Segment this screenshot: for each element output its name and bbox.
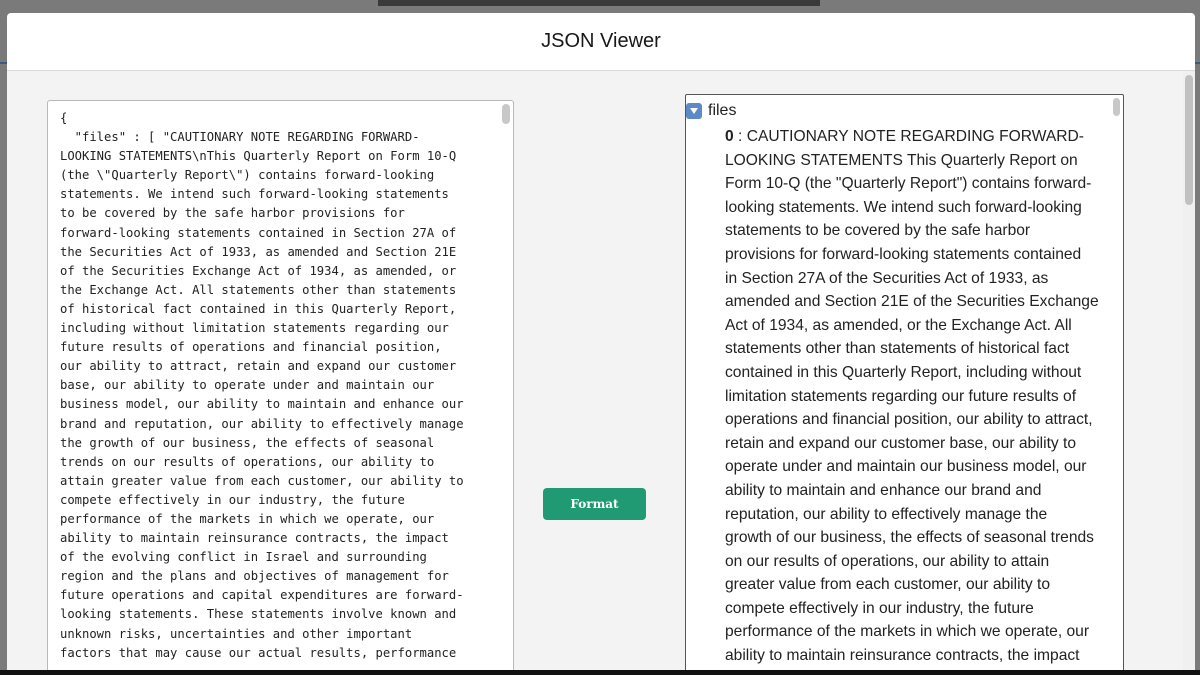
json-input-textarea[interactable] xyxy=(47,100,514,675)
tree-entry-value xyxy=(725,125,1113,668)
json-input-content[interactable] xyxy=(60,109,490,663)
tree-entry-text: CAUTIONARY NOTE REGARDING FORWARD- xyxy=(746,128,1085,145)
json-tree-viewer xyxy=(685,94,1124,675)
tree-key-label: files xyxy=(708,102,737,119)
tree-entry-line: Form 10-Q (the "Quarterly Report") contains forward- xyxy=(725,175,1092,193)
tree-entry-line: LOOKING STATEMENTS This Quarterly Report on xyxy=(725,151,1078,169)
modal-header xyxy=(7,13,1195,71)
background-topbar xyxy=(378,0,820,6)
json-input-line: (the \"Quarterly Report\") contains forward-looking xyxy=(60,168,435,183)
json-input-line: attain greater value from each customer, our ability to xyxy=(60,473,464,488)
json-input-line: compete effectively in our industry, the future xyxy=(60,492,405,507)
json-input-line: statements. We intend such forward-looking statements xyxy=(60,187,449,202)
json-input-line: brand and reputation, our ability to effectively manage xyxy=(60,416,464,431)
tree-entry-line: statements other than statements of historical fact xyxy=(725,340,1070,358)
json-input-line: base, our ability to operate under and maintain our xyxy=(60,378,435,393)
modal-body xyxy=(7,71,1195,675)
tree-entry-line: ability to maintain reinsurance contracts, the impact xyxy=(725,647,1080,665)
json-input-line: factors that may cause our actual results, performance xyxy=(60,645,457,660)
tree-entry-line: operate under and maintain our business model, our xyxy=(725,458,1087,476)
tree-entry-line: ability to maintain and enhance our brand and xyxy=(725,481,1042,499)
tree-entry-line: operations and financial position, our ability to attract, xyxy=(725,411,1093,429)
json-input-line: the Exchange Act. All statements other than statements xyxy=(60,282,457,297)
modal-title: JSON Viewer xyxy=(541,30,661,52)
json-input-line: region and the plans and objectives of management for xyxy=(60,569,449,584)
json-input-line: including without limitation statements regarding our xyxy=(60,321,449,336)
triangle-down-icon[interactable] xyxy=(686,103,702,119)
json-viewer-modal xyxy=(7,13,1195,675)
json-input-line: business model, our ability to maintain and enhance our xyxy=(60,397,464,412)
tree-entry-line: limitation statements regarding our future results of xyxy=(725,387,1077,405)
json-input-line: to be covered by the safe harbor provisions for xyxy=(60,206,405,221)
json-input-line: performance of the markets in which we operate, our xyxy=(60,511,435,526)
json-input-line: looking statements. These statements involve known and xyxy=(60,607,457,622)
tree-entry-line: greater value from each customer, our ability to xyxy=(725,576,1051,594)
tree-entry-line: on our results of operations, our ability to attain xyxy=(725,552,1050,570)
tree-scrollbar[interactable] xyxy=(1113,98,1120,116)
tree-entry-separator: : xyxy=(733,128,747,145)
tree-entry-line: contained in this Quarterly Report, including without xyxy=(725,363,1082,381)
tree-entry-line: looking statements. We intend such forward-looking xyxy=(725,198,1082,216)
bottom-edge xyxy=(0,670,1200,675)
json-input-line: { xyxy=(60,111,68,125)
tree-entry-line: amended and Section 21E of the Securities Exchange xyxy=(725,293,1099,311)
json-input-line: forward-looking statements contained in Section 27A of xyxy=(60,225,457,240)
json-input-line: "files" : [ "CAUTIONARY NOTE REGARDING FORWARD- xyxy=(60,130,420,145)
tree-entry-line xyxy=(725,125,1113,149)
tree-node-files[interactable] xyxy=(686,100,736,122)
modal-scrollbar-track[interactable] xyxy=(1183,71,1195,675)
json-input-line: future operations and capital expenditures are forward- xyxy=(60,588,464,603)
tree-entry-line: Act of 1934, as amended, or the Exchange Act. All xyxy=(725,316,1072,334)
json-input-line: future results of operations and financial position, xyxy=(60,340,442,355)
json-input-line: the Securities Act of 1933, as amended and Section 21E xyxy=(60,244,457,259)
tree-entry-line: retain and expand our customer base, our ability to xyxy=(725,434,1077,452)
json-input-line: trends on our results of operations, our ability to xyxy=(60,454,435,469)
textarea-scrollbar[interactable] xyxy=(502,104,510,124)
tree-entry-line: performance of the markets in which we operate, our xyxy=(725,623,1090,641)
json-input-line: ability to maintain reinsurance contracts, the impact xyxy=(60,531,449,546)
json-input-line: of the Securities Exchange Act of 1934, as amended, or xyxy=(60,263,457,278)
tree-entry-index: 0 xyxy=(725,128,734,145)
json-input-line: LOOKING STATEMENTS\nThis Quarterly Report on Form 10-Q xyxy=(60,149,457,164)
tree-entry-line: compete effectively in our industry, the future xyxy=(725,599,1034,617)
tree-entry-line: statements to be covered by the safe harbor xyxy=(725,222,1031,240)
tree-entry-line: growth of our business, the effects of seasonal trends xyxy=(725,529,1094,547)
tree-entry-line: reputation, our ability to effectively manage the xyxy=(725,505,1048,523)
tree-entry-line: provisions for forward-looking statements contained xyxy=(725,245,1082,263)
json-input-line: unknown risks, uncertainties and other important xyxy=(60,626,413,641)
json-input-line: of historical fact contained in this Quarterly Report, xyxy=(60,301,457,316)
json-input-line: our ability to attract, retain and expand our customer xyxy=(60,359,457,374)
json-input-line: the growth of our business, the effects of seasonal xyxy=(60,435,435,450)
tree-entry-line: in Section 27A of the Securities Act of 1933, as xyxy=(725,269,1049,287)
json-input-line: of the evolving conflict in Israel and surrounding xyxy=(60,550,427,565)
modal-scrollbar-thumb[interactable] xyxy=(1185,75,1193,205)
format-button[interactable]: Format xyxy=(543,488,646,520)
